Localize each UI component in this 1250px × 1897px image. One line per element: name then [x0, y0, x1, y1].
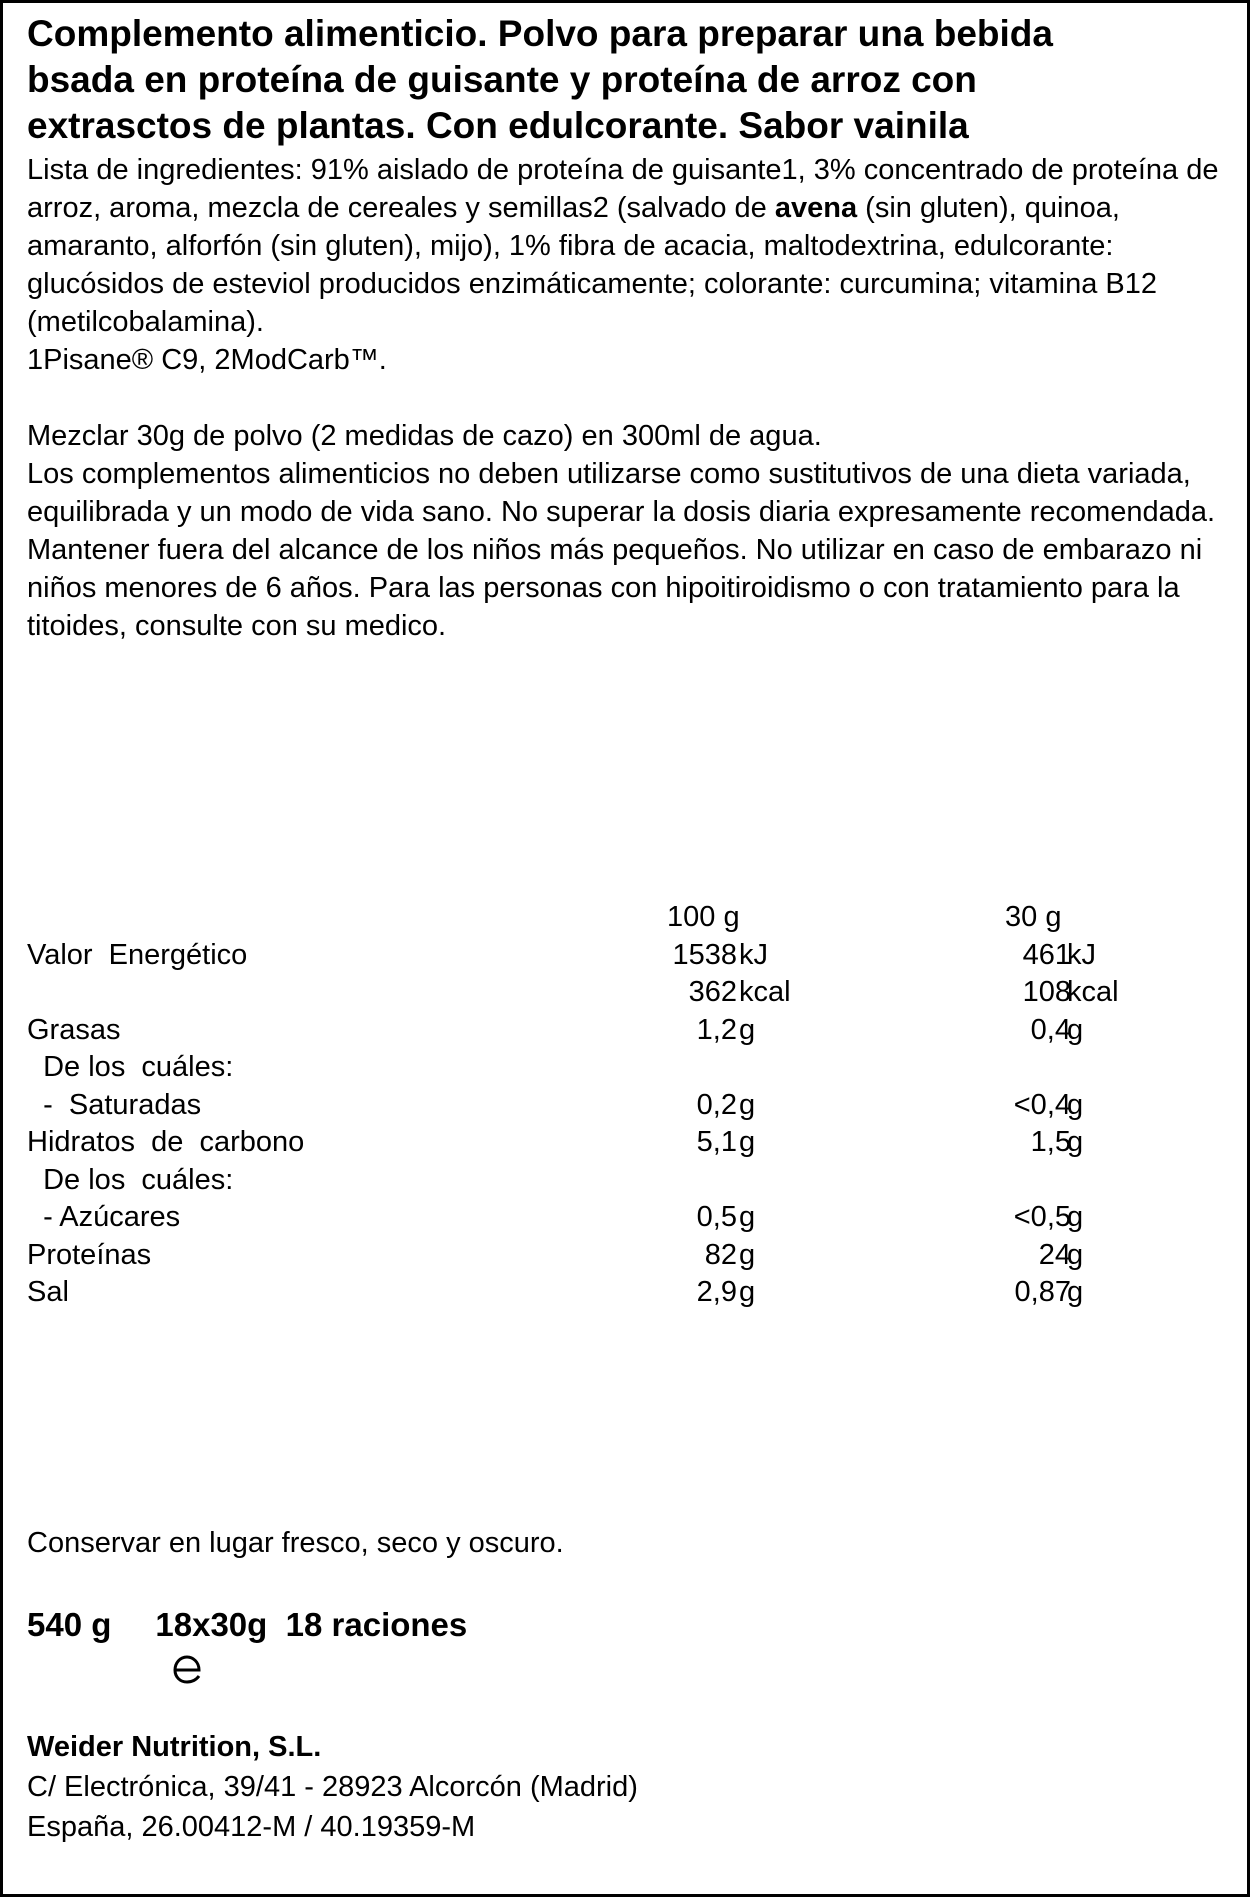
nutrition-row — [27, 1276, 1207, 1314]
value-per-100g: 362 — [688, 976, 737, 1008]
value-per-30g: 1,5 — [1030, 1126, 1071, 1158]
value-per-30g: 461 — [1022, 938, 1071, 971]
title-line-1: Complemento alimenticio. Polvo para preparar una bebida — [27, 13, 1053, 54]
header-per-100g: 100 g — [667, 901, 740, 933]
value-per-100g: 1,2 — [696, 1013, 737, 1046]
unit-per-30g: g — [1067, 1126, 1084, 1158]
estimated-sign-icon — [115, 1608, 149, 1642]
value-per-30g: 0,87 — [1014, 1276, 1071, 1308]
nutrition-row — [27, 976, 1207, 1014]
storage-instructions: Conservar en lugar fresco, seco y oscuro. — [27, 1527, 564, 1559]
ingredients-list — [27, 151, 1223, 341]
value-per-100g: 1538 — [672, 938, 737, 971]
value-per-100g: 2,9 — [696, 1276, 737, 1308]
company-name: Weider Nutrition, S.L. — [27, 1731, 322, 1763]
usage-instructions: Mezclar 30g de polvo (2 medidas de cazo) en 300ml de agua. — [27, 420, 822, 452]
unit-per-100g: kcal — [739, 976, 791, 1008]
title-line-2: bsada en proteína de guisante y proteína de arroz con — [27, 59, 977, 100]
nutrition-row — [27, 1014, 1207, 1052]
nutrition-row — [27, 1239, 1207, 1277]
nutrient-label: Hidratos de carbono — [27, 1126, 305, 1158]
unit-per-30g: kJ — [1067, 938, 1096, 971]
unit-per-30g: g — [1067, 1276, 1084, 1308]
nutrition-row — [27, 1051, 1207, 1089]
unit-per-30g: g — [1067, 1088, 1084, 1121]
nutrient-label: Proteínas — [27, 1238, 152, 1271]
company-address: C/ Electrónica, 39/41 - 28923 Alcorcón (Madrid) — [27, 1771, 638, 1803]
value-per-30g: 0,4 — [1030, 1013, 1071, 1046]
company-info — [27, 1727, 638, 1847]
unit-per-30g: kcal — [1067, 976, 1119, 1008]
unit-per-30g: g — [1067, 1013, 1084, 1046]
nutrient-label: - Saturadas — [27, 1088, 202, 1121]
nutrition-header-row — [27, 901, 1207, 939]
unit-per-100g: g — [739, 1201, 756, 1233]
net-weight — [27, 1603, 467, 1647]
value-per-100g: 0,2 — [696, 1088, 737, 1121]
ingredients-trademarks: 1Pisane® C9, 2ModCarb™. — [27, 344, 387, 376]
value-per-30g: 24 — [1038, 1238, 1071, 1271]
unit-per-30g: g — [1067, 1238, 1084, 1271]
portions-text: 18x30g 18 raciones — [155, 1606, 468, 1643]
value-per-30g: 108 — [1022, 976, 1071, 1008]
nutrition-row — [27, 939, 1207, 977]
unit-per-100g: g — [739, 1013, 756, 1046]
nutrition-row — [27, 1126, 1207, 1164]
value-per-30g: <0,5 — [1013, 1201, 1071, 1233]
nutrition-row — [27, 1201, 1207, 1239]
nutrition-table — [27, 901, 1207, 1314]
unit-per-30g: g — [1067, 1201, 1084, 1233]
unit-per-100g: kJ — [739, 938, 768, 971]
nutrition-row — [27, 1089, 1207, 1127]
nutrition-row — [27, 1164, 1207, 1202]
nutrient-label: - Azúcares — [27, 1201, 181, 1233]
unit-per-100g: g — [739, 1238, 756, 1271]
net-weight-value: 540 g — [27, 1606, 112, 1643]
title-line-3: extrasctos de plantas. Con edulcorante. Sabor vainila — [27, 105, 969, 146]
value-per-100g: 5,1 — [696, 1126, 737, 1158]
value-per-30g: <0,4 — [1013, 1088, 1071, 1121]
value-per-100g: 82 — [704, 1238, 737, 1271]
unit-per-100g: g — [739, 1088, 756, 1121]
header-per-30g: 30 g — [1005, 901, 1062, 933]
value-per-100g: 0,5 — [696, 1201, 737, 1233]
warnings-text: Los complementos alimenticios no deben utilizarse como sustitutivos de una dieta variada, equilibrada y un modo de vida sano. No superar la dosis diaria expresamente recomendada. Mantener fuera del alcance de los niños más pequeños. No utilizar en caso de embarazo ni niños menores de 6 años. Para las personas con hipoitiroidismo o con tratamiento para la titoides, consulte con su medico. — [27, 458, 1216, 642]
allergen-avena: avena — [774, 192, 858, 224]
nutrient-label: Grasas — [27, 1013, 121, 1046]
nutrient-label: De los cuáles: — [27, 1051, 234, 1083]
ingredients-text-2: (sin gluten), quinoa, amaranto, alforfón (sin gluten), mijo), 1% fibra de acacia, maltodextrina, edulcorante: glucósidos de esteviol producidos enzimáticamente; colorante: curcumina; vitamina B12 (metilcobalamina). — [27, 192, 1157, 338]
nutrient-label: Valor Energético — [27, 938, 248, 971]
company-registry: España, 26.00412-M / 40.19359-M — [27, 1811, 476, 1843]
unit-per-100g: g — [739, 1276, 756, 1308]
ingredients-text-1: Lista de ingredientes: 91% aislado de proteína de guisante1, 3% concentrado de proteína de arroz, aroma, mezcla de cereales y semillas2 (salvado de — [27, 154, 1219, 224]
unit-per-100g: g — [739, 1126, 756, 1158]
nutrient-label: Sal — [27, 1276, 69, 1308]
nutrient-label: De los cuáles: — [27, 1163, 234, 1196]
